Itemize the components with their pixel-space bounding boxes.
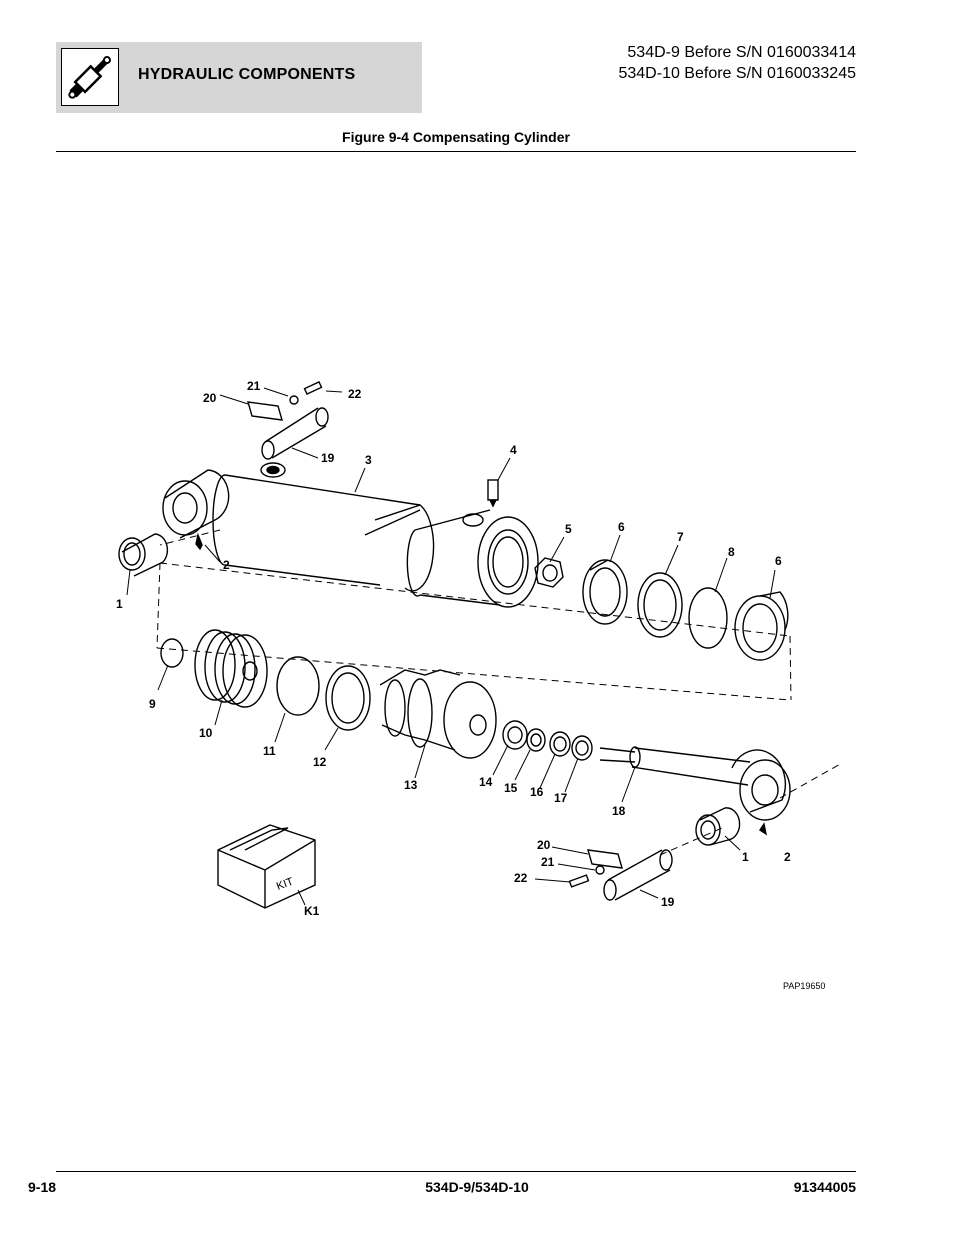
header-rule bbox=[56, 151, 856, 152]
callout-3: 3 bbox=[365, 453, 372, 467]
callout-1-top: 1 bbox=[116, 597, 123, 611]
callout-17: 17 bbox=[554, 791, 568, 805]
callout-16: 16 bbox=[530, 785, 544, 799]
callout-5: 5 bbox=[565, 522, 572, 536]
doc-number: 91344005 bbox=[793, 1179, 856, 1195]
part-17-seal bbox=[572, 736, 592, 760]
callout-10: 10 bbox=[199, 726, 213, 740]
callout-18: 18 bbox=[612, 804, 626, 818]
callout-6-right: 6 bbox=[775, 554, 782, 568]
page-number: 9-18 bbox=[28, 1179, 57, 1195]
part-1-bushing-right bbox=[696, 808, 766, 845]
callout-9: 9 bbox=[149, 697, 156, 711]
part-12-backup-ring bbox=[326, 666, 370, 730]
part-21-washer-bottom bbox=[596, 866, 604, 874]
callout-7: 7 bbox=[677, 530, 684, 544]
callout-2-top: 2 bbox=[223, 558, 230, 572]
callout-labels bbox=[116, 379, 791, 918]
callout-22-top: 22 bbox=[348, 387, 362, 401]
part-10-piston bbox=[195, 630, 267, 707]
kit-label: KIT bbox=[274, 875, 296, 893]
part-3-barrel bbox=[213, 463, 434, 591]
callout-19-bottom: 19 bbox=[661, 895, 675, 909]
model-line-2: 534D-10 Before S/N 0160033245 bbox=[618, 65, 856, 82]
callout-12: 12 bbox=[313, 755, 327, 769]
part-16-seal bbox=[550, 732, 570, 756]
callout-22-bottom: 22 bbox=[514, 871, 528, 885]
part-14-seal bbox=[503, 721, 527, 749]
callout-15: 15 bbox=[504, 781, 518, 795]
footer-model: 534D-9/534D-10 bbox=[425, 1179, 529, 1195]
section-header-box bbox=[56, 42, 422, 113]
part-21-washer-top bbox=[290, 396, 298, 404]
model-line-1: 534D-9 Before S/N 0160033414 bbox=[627, 44, 856, 61]
part-5-nut bbox=[535, 558, 563, 587]
part-22-bolt-bottom bbox=[570, 875, 589, 887]
part-13-gland bbox=[380, 670, 496, 758]
part-7-seal bbox=[638, 573, 682, 637]
part-11-o-ring bbox=[277, 657, 319, 715]
footer-rule bbox=[56, 1171, 856, 1172]
part-22-bolt-top bbox=[304, 382, 321, 394]
callout-19-top: 19 bbox=[321, 451, 335, 465]
model-applicability bbox=[618, 42, 856, 84]
assembly-guide-lines bbox=[157, 530, 842, 855]
callout-k1: K1 bbox=[304, 904, 320, 918]
callout-8: 8 bbox=[728, 545, 735, 559]
part-19-pin-bottom bbox=[604, 850, 672, 900]
hydraulic-cylinder-icon bbox=[61, 48, 119, 106]
callout-21-top: 21 bbox=[247, 379, 261, 393]
image-code: PAP19650 bbox=[783, 981, 826, 991]
callout-20-top: 20 bbox=[203, 391, 217, 405]
callout-11: 11 bbox=[263, 744, 276, 758]
part-20-clamp-top bbox=[248, 402, 282, 420]
callout-leaders bbox=[127, 388, 775, 905]
callout-21-bottom: 21 bbox=[541, 855, 555, 869]
callout-1-bottom: 1 bbox=[742, 850, 749, 864]
section-title: HYDRAULIC COMPONENTS bbox=[138, 66, 356, 83]
part-20-clamp-bottom bbox=[588, 850, 622, 868]
callout-20-bottom: 20 bbox=[537, 838, 551, 852]
callout-2-bottom: 2 bbox=[784, 850, 791, 864]
part-15-seal bbox=[527, 729, 545, 751]
part-6-wear-ring-right bbox=[735, 592, 788, 660]
part-3-head-section bbox=[407, 510, 538, 607]
part-4-bleeder-fitting bbox=[488, 480, 498, 506]
callout-13: 13 bbox=[404, 778, 418, 792]
callout-4: 4 bbox=[510, 443, 517, 457]
callout-6: 6 bbox=[618, 520, 625, 534]
part-9-disc bbox=[161, 639, 183, 667]
part-19-pin-top bbox=[262, 408, 328, 459]
exploded-view-diagram bbox=[60, 330, 850, 970]
figure-title: Figure 9-4 Compensating Cylinder bbox=[342, 129, 570, 145]
part-8-o-ring bbox=[689, 588, 727, 648]
callout-14: 14 bbox=[479, 775, 493, 789]
